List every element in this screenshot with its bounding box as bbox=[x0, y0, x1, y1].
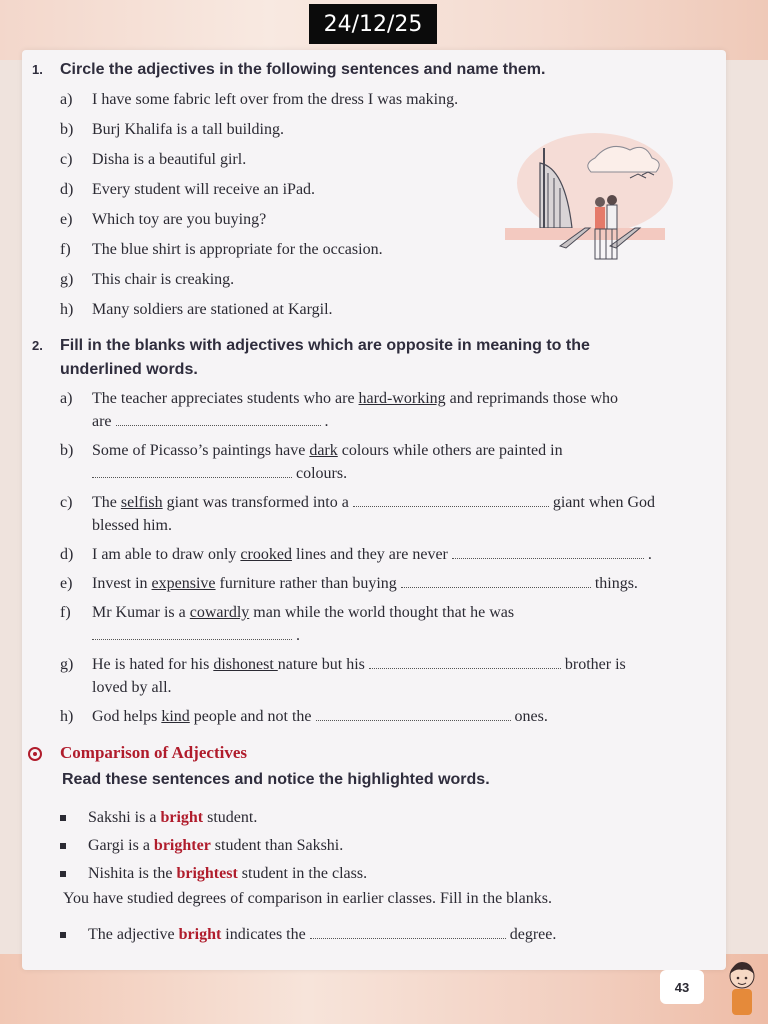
comparison-paragraph: You have studied degrees of comparison in earlier classes. Fill in the blanks. bbox=[63, 890, 552, 907]
q2-list bbox=[60, 387, 730, 734]
q2-item: f) Mr Kumar is a cowardly man while the world thought that he was . bbox=[60, 604, 515, 644]
comparison-instruction: Read these sentences and notice the highlighted words. bbox=[62, 771, 490, 788]
q1-item: a) I have some fabric left over from the dress I was making. bbox=[60, 91, 459, 108]
answer-blank[interactable] bbox=[353, 506, 549, 507]
example-sentence: Sakshi is a bright student. bbox=[60, 804, 367, 832]
child-mascot-icon bbox=[720, 958, 764, 1018]
q1-number: 1. bbox=[32, 62, 43, 77]
section-bullet-icon bbox=[28, 747, 42, 761]
q2-item: g) He is hated for his dishonest nature but his brother is loved by all. bbox=[60, 656, 626, 696]
comparison-heading: Comparison of Adjectives bbox=[60, 743, 247, 762]
answer-blank[interactable] bbox=[401, 587, 591, 588]
q1-item: g) This chair is creaking. bbox=[60, 271, 235, 288]
q2-item: d) I am able to draw only crooked lines and they are never . bbox=[60, 546, 652, 563]
q2-item: e) Invest in expensive furniture rather than buying things. bbox=[60, 575, 638, 592]
q2-item: c) The selfish giant was transformed into a giant when God blessed him. bbox=[60, 494, 656, 534]
q1-item: c) Disha is a beautiful girl. bbox=[60, 151, 247, 168]
bullet-icon bbox=[60, 871, 66, 877]
answer-blank[interactable] bbox=[92, 639, 292, 640]
answer-blank[interactable] bbox=[116, 425, 321, 426]
page-number: 43 bbox=[660, 970, 704, 1004]
q2-item: b) Some of Picasso’s paintings have dark colours while others are painted in colours. bbox=[60, 442, 563, 482]
bullet-icon bbox=[60, 843, 66, 849]
q1-heading bbox=[32, 58, 712, 82]
comparison-bullets bbox=[60, 804, 367, 888]
answer-blank[interactable] bbox=[310, 938, 506, 939]
q1-item: d) Every student will receive an iPad. bbox=[60, 181, 316, 198]
example-sentence: Gargi is a brighter student than Sakshi. bbox=[60, 832, 367, 860]
q1-list bbox=[60, 85, 458, 325]
q1-title: Circle the adjectives in the following sentences and name them. bbox=[60, 61, 546, 78]
q1-item: e) Which toy are you buying? bbox=[60, 211, 267, 228]
q2-heading: 2. Fill in the blanks with adjectives which are opposite in meaning to the underlined words. bbox=[32, 334, 722, 382]
q1-item: h) Many soldiers are stationed at Kargil. bbox=[60, 301, 333, 318]
q1-item: b) Burj Khalifa is a tall building. bbox=[60, 121, 284, 138]
comparison-last-item: The adjective bright indicates the degree. bbox=[60, 926, 556, 944]
answer-blank[interactable] bbox=[452, 558, 644, 559]
burj-illustration bbox=[500, 128, 680, 268]
q1-item: f) The blue shirt is appropriate for the occasion. bbox=[60, 241, 383, 258]
bullet-icon bbox=[60, 815, 66, 821]
answer-blank[interactable] bbox=[92, 477, 292, 478]
q2-item: h) God helps kind people and not the ones. bbox=[60, 708, 548, 725]
answer-blank[interactable] bbox=[369, 668, 561, 669]
q2-item: a) The teacher appreciates students who are hard-working and reprimands those who are . bbox=[60, 390, 619, 430]
example-sentence: Nishita is the brightest student in the class. bbox=[60, 860, 367, 888]
answer-blank[interactable] bbox=[316, 720, 511, 721]
date-stamp: 24/12/25 bbox=[309, 4, 437, 44]
q2-number: 2. bbox=[32, 338, 43, 353]
bullet-icon bbox=[60, 932, 66, 938]
